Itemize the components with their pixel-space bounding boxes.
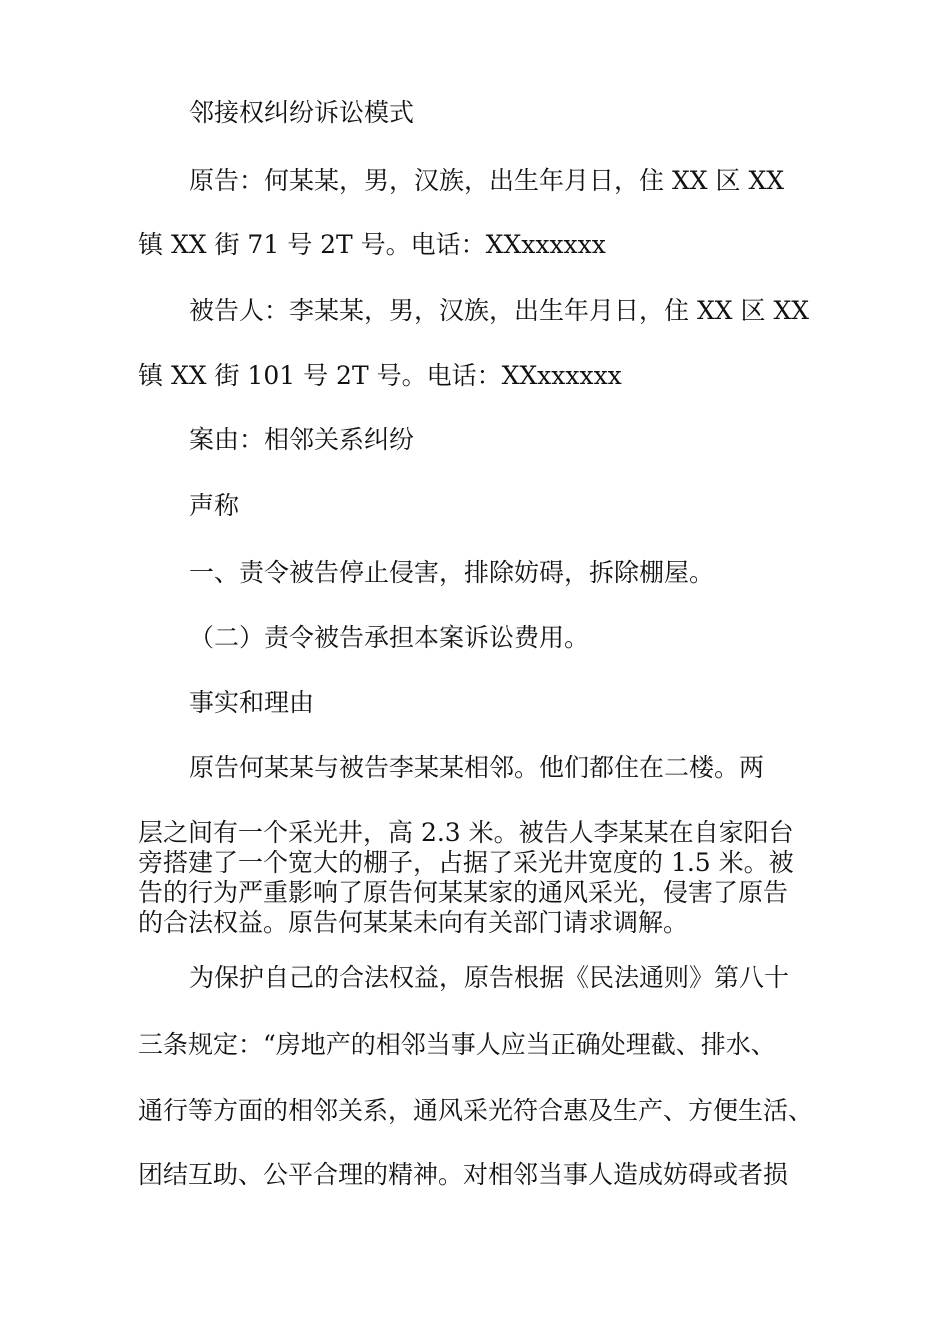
facts-heading: 事实和理由 (189, 688, 315, 717)
facts-paragraph-2-line-3: 通行等方面的相邻关系，通风采光符合惠及生产、方便生活、 (138, 1096, 814, 1125)
claim-item-1: 一、责令被告停止侵害，排除妨碍，拆除棚屋。 (189, 558, 715, 587)
facts-paragraph-2-line-4: 团结互助、公平合理的精神。对相邻当事人造成妨碍或者损 (138, 1160, 789, 1189)
facts-paragraph-1-line-5: 的合法权益。原告何某某未向有关部门请求调解。 (138, 908, 689, 937)
document-title: 邻接权纠纷诉讼模式 (189, 98, 415, 127)
facts-paragraph-1-line-1: 原告何某某与被告李某某相邻。他们都住在二楼。两 (189, 753, 765, 782)
facts-paragraph-1-line-2: 层之间有一个采光井，高 2.3 米。被告人李某某在自家阳台 (138, 818, 794, 847)
facts-paragraph-1-line-4: 告的行为严重影响了原告何某某家的通风采光，侵害了原告 (138, 878, 789, 907)
facts-paragraph-2-line-2: 三条规定：“房地产的相邻当事人应当正确处理截、排水、 (138, 1030, 776, 1059)
facts-paragraph-2-line-1: 为保护自己的合法权益，原告根据《民法通则》第八十 (189, 963, 790, 992)
defendant-line-2: 镇 XX 街 101 号 2T 号。电话：XXxxxxxx (138, 361, 622, 390)
cause-of-action: 案由：相邻关系纠纷 (189, 425, 415, 454)
facts-paragraph-1-line-3: 旁搭建了一个宽大的棚子，占据了采光井宽度的 1.5 米。被 (138, 848, 794, 877)
plaintiff-line-2: 镇 XX 街 71 号 2T 号。电话：XXxxxxxx (138, 230, 606, 259)
plaintiff-line-1: 原告：何某某，男，汉族，出生年月日，住 XX 区 XX (189, 166, 785, 195)
claims-heading: 声称 (189, 491, 240, 520)
defendant-line-1: 被告人：李某某，男，汉族，出生年月日，住 XX 区 XX (189, 296, 810, 325)
claim-item-2: （二）责令被告承担本案诉讼费用。 (189, 623, 590, 652)
